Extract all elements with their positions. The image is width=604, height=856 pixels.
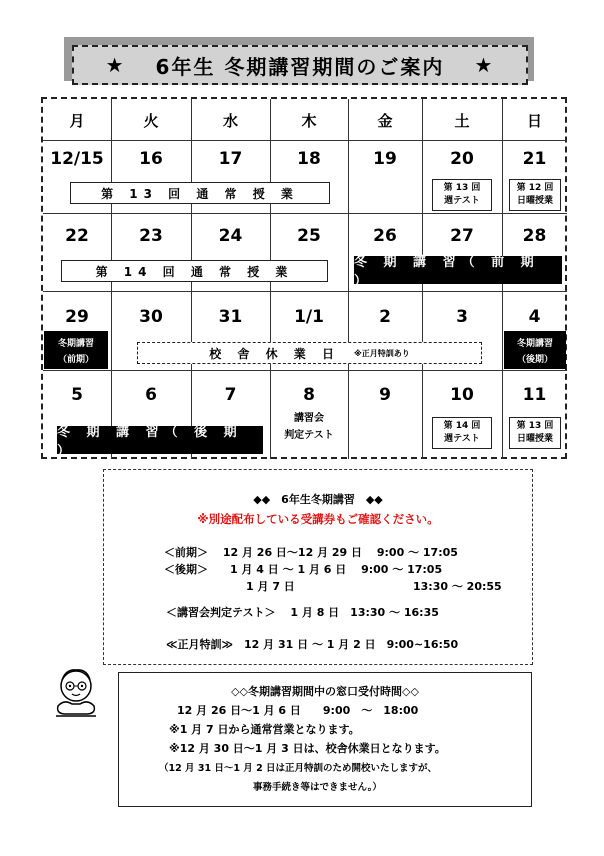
weekday-thu: 木: [301, 111, 317, 130]
winter-course-second-bar: 冬 期 講 習（ 後 期 ）: [57, 426, 263, 454]
grid-line: [43, 370, 567, 371]
page-title: 6年生 冬期講習期間のご案内: [155, 54, 445, 79]
day-number: 2: [379, 307, 391, 327]
schedule-row: 1 月 7 日: [246, 580, 295, 593]
day-number: 11: [522, 385, 547, 405]
mascot-illustration: [54, 666, 98, 718]
day-number: 23: [139, 226, 163, 246]
day-number: 16: [139, 149, 163, 169]
page-title-banner: [72, 45, 528, 85]
grid-line: [43, 140, 567, 141]
schedule-row: ＜前期＞ 12 月 26 日～12 月 29 日 9:00 ～ 17:05: [164, 546, 458, 559]
box-line: 日曜授業: [516, 196, 553, 206]
weekday-mon: 月: [69, 111, 85, 130]
new-year-special-note: ※正月特訓あり: [353, 348, 410, 358]
winter-course-first-box: [44, 331, 108, 369]
weekday-fri: 金: [377, 111, 393, 130]
weekday-sat: 土: [454, 111, 470, 130]
box-line: 判定テスト: [284, 430, 334, 441]
day-number: 12/15: [50, 149, 104, 169]
schedule-row: ＜後期＞ 1 月 4 日 ～ 1 月 6 日 9:00 ～ 17:05: [164, 563, 443, 576]
star-icon: ★: [474, 53, 495, 77]
day-number: 25: [297, 226, 321, 246]
day-number: 6: [145, 385, 157, 405]
box-line: 冬期講習: [516, 339, 553, 349]
office-hours-time: 12 月 26 日～1 月 6 日 9:00 ～ 18:00: [177, 704, 419, 717]
box-line: 第 14 回: [443, 421, 481, 431]
day-number: 28: [522, 226, 547, 246]
weekly-test-box: [432, 417, 492, 449]
ticket-notice: ※別途配布している受講券もご確認ください。: [197, 512, 439, 526]
day-number: 1/1: [294, 307, 324, 327]
sunday-class-box: [509, 179, 561, 211]
weekly-test-box: [432, 179, 492, 211]
weekday-wed: 水: [222, 111, 238, 130]
office-note: ※12 月 30 日～1 月 3 日は、校舎休業日となります。: [169, 742, 446, 755]
day-number: 30: [139, 307, 163, 327]
box-line: 日曜授業: [516, 434, 553, 444]
day-number: 9: [379, 385, 391, 405]
grid-line: [43, 291, 567, 292]
box-line: 第 12 回: [516, 183, 554, 193]
day-number: 26: [373, 226, 397, 246]
school-closed-label: 校 舎 休 業 日: [209, 346, 340, 361]
day-number: 21: [522, 149, 547, 169]
day-number: 5: [71, 385, 83, 405]
day-number: 10: [450, 385, 474, 405]
box-line: 第 13 回: [516, 421, 554, 431]
day-number: 17: [218, 149, 243, 169]
day-number: 20: [450, 149, 474, 169]
office-note: 事務手続き等はできません。）: [253, 782, 382, 793]
grid-line: [43, 213, 567, 214]
school-closed-bar: [137, 342, 482, 364]
regular-class-bar: 第 14 回 通 常 授 業: [61, 260, 328, 282]
weekday-tue: 火: [143, 111, 159, 130]
schedule-row: ≪正月特訓≫ 12 月 31 日 ～ 1 月 2 日 9:00~16:50: [166, 638, 459, 651]
day-number: 22: [65, 226, 89, 246]
sunday-class-box: [509, 417, 561, 449]
schedule-title: ◆◆ 6年生冬期講習 ◆◆: [253, 493, 383, 506]
day-number: 18: [297, 149, 321, 169]
day-number: 3: [456, 307, 468, 327]
regular-class-bar: 第 13 回 通 常 授 業: [70, 182, 330, 204]
winter-course-first-bar: 冬 期 講 習（ 前 期 ）: [354, 256, 562, 284]
office-note: （12 月 31 日～1 月 2 日は正月特訓のため開校いたしますが、: [159, 763, 438, 774]
box-line: （前期）: [57, 355, 94, 365]
box-line: 第 13 回: [443, 183, 481, 193]
winter-course-second-box: [504, 331, 566, 369]
course-schedule-box: [103, 469, 533, 665]
day-number: 29: [65, 307, 89, 327]
day-number: 7: [224, 385, 237, 405]
box-line: 週テスト: [444, 434, 480, 444]
office-note: ※1 月 7 日から通常営業となります。: [169, 723, 360, 736]
schedule-row: ＜講習会判定テスト＞ 1 月 8 日 13:30 ～ 16:35: [166, 606, 439, 619]
box-line: （後期）: [516, 355, 553, 365]
box-line: 講習会: [294, 413, 324, 424]
day-number: 24: [218, 226, 243, 246]
weekday-sun: 日: [526, 111, 542, 130]
calendar-grid: [41, 97, 567, 459]
office-hours-title: ◇◇冬期講習期間中の窓口受付時間◇◇: [231, 685, 419, 698]
day-number: 8: [303, 385, 315, 405]
box-line: 週テスト: [444, 196, 480, 206]
course-assessment-test: [275, 410, 343, 444]
day-number: 4: [528, 307, 541, 327]
star-icon: ★: [105, 53, 126, 77]
day-number: 19: [373, 149, 397, 169]
box-line: 冬期講習: [57, 339, 94, 349]
office-hours-box: [118, 672, 532, 807]
schedule-row: 13:30 ～ 20:55: [413, 580, 502, 593]
day-number: 31: [218, 307, 243, 327]
day-number: 27: [450, 226, 474, 246]
